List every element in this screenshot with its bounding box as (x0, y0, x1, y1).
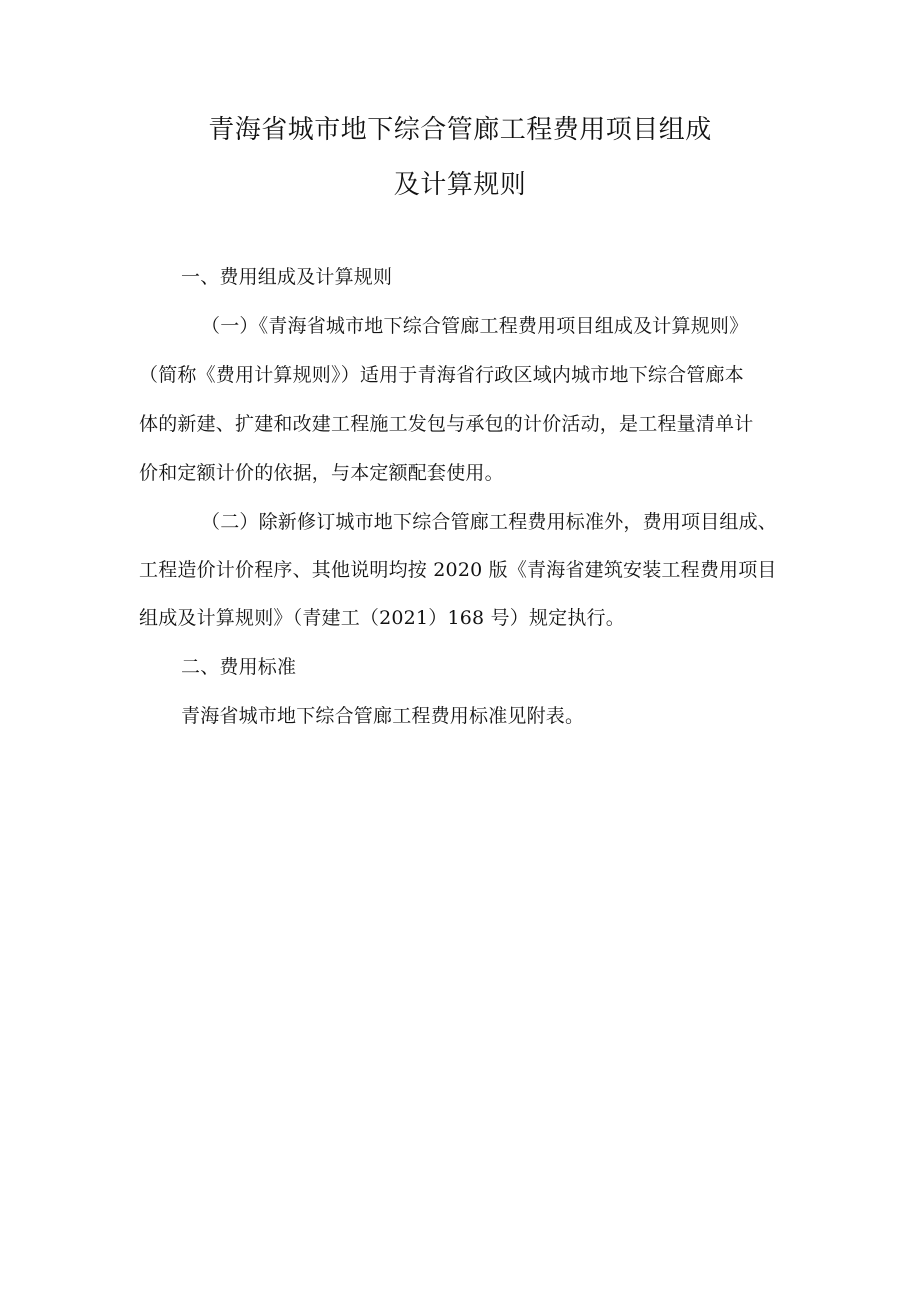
paragraph-1-line-1: （一）《青海省城市地下综合管廊工程费用项目组成及计算规则》 (201, 315, 749, 337)
paragraph-1-line-4: 价和定额计价的依据，与本定额配套使用。 (139, 462, 504, 484)
paragraph-2-line-1: （二）除新修订城市地下综合管廊工程费用标准外，费用项目组成、 (201, 511, 778, 533)
paragraph-1-line-2: （简称《费用计算规则》）适用于青海省行政区域内城市地下综合管廊本 (139, 364, 744, 386)
paragraph-1-line-3: 体的新建、扩建和改建工程施工发包与承包的计价活动，是工程量清单计 (139, 413, 754, 435)
document-title-line-1: 青海省城市地下综合管廊工程费用项目组成 (208, 115, 712, 145)
paragraph-2-line-2: 工程造价计价程序、其他说明均按 2020 版《青海省建筑安装工程费用项目 (139, 559, 777, 581)
section-2-heading: 二、费用标准 (181, 656, 297, 678)
section-2-text: 青海省城市地下综合管廊工程费用标准见附表。 (181, 705, 585, 727)
document-title-line-2: 及计算规则 (393, 170, 527, 200)
section-1-heading: 一、费用组成及计算规则 (181, 266, 393, 288)
paragraph-2-line-3: 组成及计算规则》（青建工（2021）168 号）规定执行。 (139, 607, 625, 629)
